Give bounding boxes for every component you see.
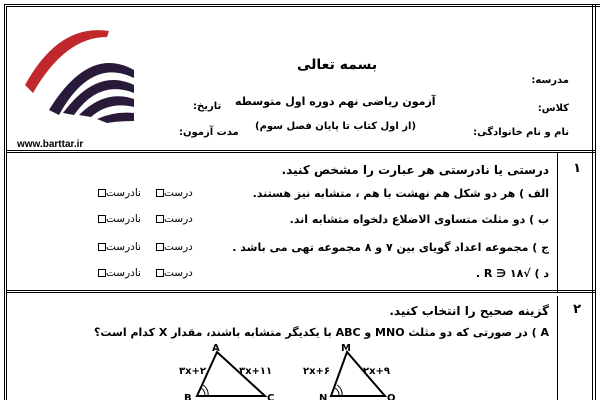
side-ab-label: ۳x+۲	[179, 366, 207, 377]
exam-sheet	[4, 4, 600, 400]
exam-subtitle: آزمون ریاضی نهم دوره اول متوسطه	[235, 95, 436, 108]
vertex-m-label: M	[341, 344, 351, 354]
false-checkbox[interactable]	[98, 269, 106, 277]
barttar-logo-icon	[19, 15, 139, 133]
question-2	[7, 296, 595, 400]
exam-header	[7, 7, 595, 153]
school-label: مدرسه:	[531, 75, 569, 86]
student-name-label: نام و نام خانوادگی:	[473, 127, 569, 138]
false-option[interactable]: نادرست	[95, 187, 141, 199]
side-ac-label: ۳x+۱۱	[239, 366, 273, 377]
exam-range: (از اول کتاب تا پایان فصل سوم)	[255, 121, 417, 132]
true-checkbox[interactable]	[156, 269, 164, 277]
date-label: تاریخ:	[193, 101, 222, 112]
true-option[interactable]: درست	[153, 241, 193, 253]
question-prompt: گزینه صحیح را انتخاب کنید.	[389, 304, 549, 318]
side-mo-label: ۲x+۹	[363, 366, 391, 377]
class-label: کلاس:	[537, 103, 569, 114]
vertex-o-label: O	[387, 393, 396, 400]
statement-d: د ) √۱۸ ∈ R .	[475, 267, 549, 280]
false-checkbox[interactable]	[98, 189, 106, 197]
false-checkbox[interactable]	[98, 215, 106, 223]
website-url[interactable]: www.barttar.ir	[17, 139, 84, 150]
true-option[interactable]: درست	[153, 267, 193, 279]
statement-a: الف ) هر دو شکل هم نهشت با هم ، متشابه نیز هستند.	[252, 187, 549, 200]
page-border-right	[592, 4, 596, 400]
vertex-b-label: B	[184, 393, 192, 400]
true-option[interactable]: درست	[153, 213, 193, 225]
statement-c: ج ) مجموعه اعداد گویای بین ۷ و ۸ مجموعه تهی می باشد .	[232, 241, 549, 254]
exam-title: بسمه تعالی	[297, 57, 378, 73]
side-mn-label: ۲x+۶	[303, 366, 331, 377]
statement-b: ب ) دو مثلث متساوی الاضلاع دلخواه متشابه اند.	[289, 213, 549, 226]
item-a-text: A ) در صورتی که دو مثلث MNO و ABC با یکدیگر متشابه باشند، مقدار X کدام است؟	[94, 326, 549, 339]
question-1	[7, 153, 595, 293]
question-number-column	[557, 296, 587, 400]
vertex-n-label: N	[319, 393, 328, 400]
true-option[interactable]: درست	[153, 187, 193, 199]
question-number-column	[557, 153, 587, 293]
false-option[interactable]: نادرست	[95, 241, 141, 253]
false-checkbox[interactable]	[98, 243, 106, 251]
question-number: ۱	[573, 161, 581, 176]
vertex-a-label: A	[212, 344, 220, 354]
duration-label: مدت آزمون:	[179, 127, 239, 138]
true-checkbox[interactable]	[156, 243, 164, 251]
false-option[interactable]: نادرست	[95, 213, 141, 225]
false-option[interactable]: نادرست	[95, 267, 141, 279]
question-number: ۲	[573, 302, 581, 317]
question-prompt: درستی یا نادرستی هر عبارت را مشخص کنید.	[281, 163, 549, 177]
true-checkbox[interactable]	[156, 189, 164, 197]
true-checkbox[interactable]	[156, 215, 164, 223]
vertex-c-label: C	[267, 393, 275, 400]
